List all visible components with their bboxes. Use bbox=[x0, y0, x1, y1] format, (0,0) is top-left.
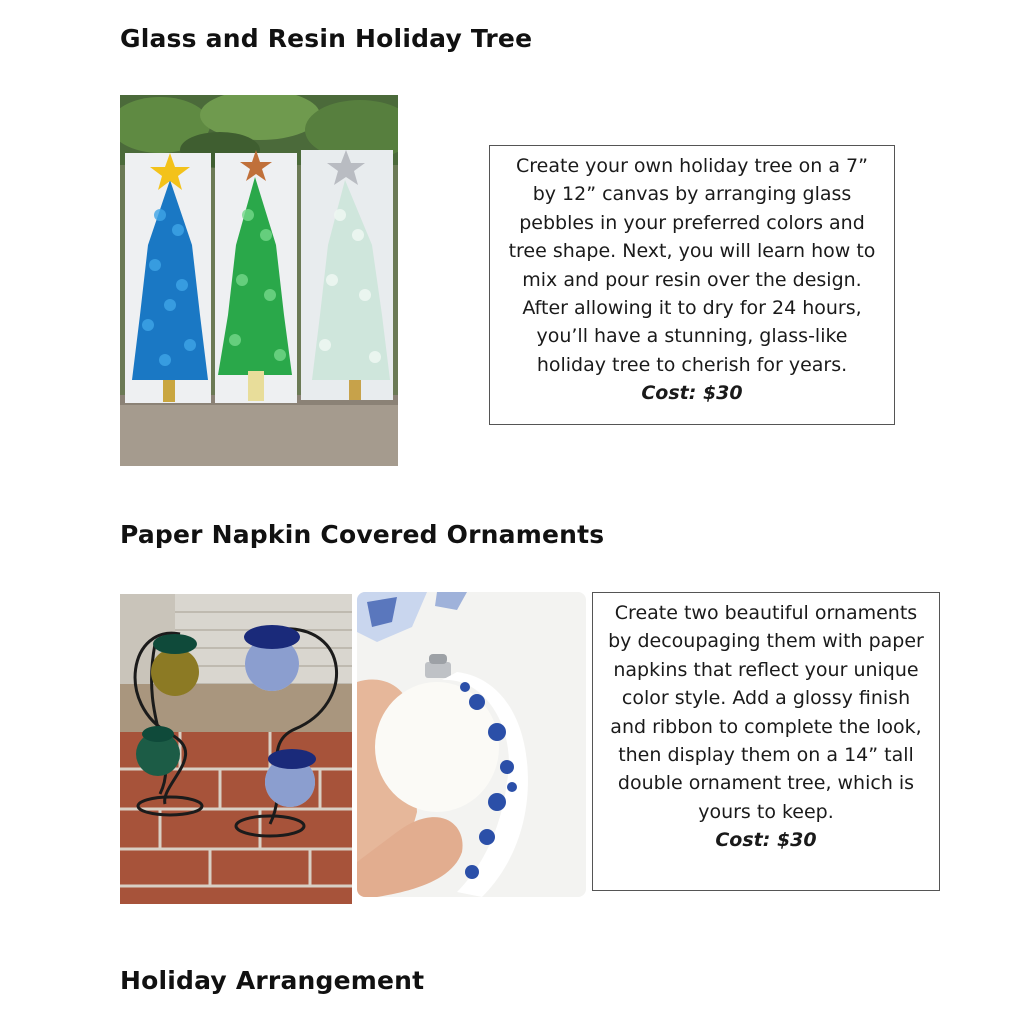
ornament-stand-photo bbox=[120, 594, 352, 904]
napkin-ornaments-description: Create two beautiful ornaments by decoupaging them with paper napkins that reflect your unique color style. Add a glossy finish and ribbon to complete the look, then display them on a 14” tall double ornament tree, which is yours to keep. bbox=[608, 602, 924, 823]
napkin-ornaments-description-box bbox=[592, 592, 940, 891]
glass-resin-tree-description-box bbox=[489, 145, 895, 425]
section-title-napkin-ornaments: Paper Napkin Covered Ornaments bbox=[120, 520, 605, 549]
napkin-decoupage-photo bbox=[357, 592, 586, 897]
glass-resin-tree-description: Create your own holiday tree on a 7” by 12” canvas by arranging glass pebbles in your preferred colors and tree shape. Next, you will learn how to mix and pour resin over the design. After allowing it to dry for 24 hours, you’ll have a stunning, glass-like holiday tree to cherish for years. bbox=[508, 155, 876, 376]
section-title-glass-resin-tree: Glass and Resin Holiday Tree bbox=[120, 24, 533, 53]
glass-resin-trees-photo bbox=[120, 95, 398, 466]
section-title-holiday-arrangement: Holiday Arrangement bbox=[120, 966, 425, 995]
napkin-ornaments-cost: Cost: $30 bbox=[715, 829, 817, 852]
glass-resin-tree-cost: Cost: $30 bbox=[641, 382, 743, 405]
